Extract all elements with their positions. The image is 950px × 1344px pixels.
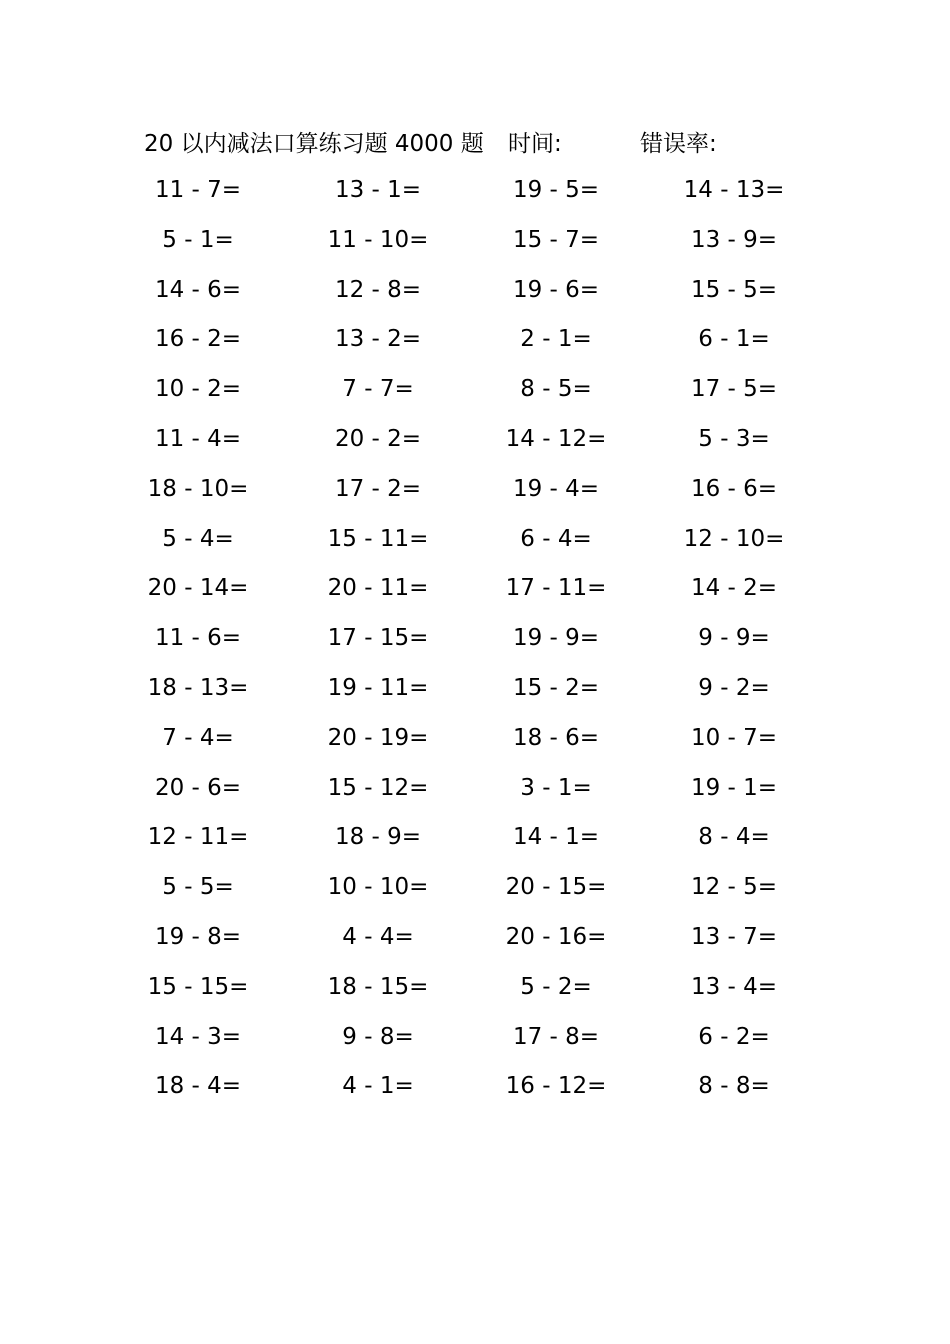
problem-row xyxy=(0,813,950,863)
problem: 7 - 7= xyxy=(342,376,414,403)
problem: 17 - 5= xyxy=(690,376,778,403)
problem: 20 - 14= xyxy=(147,575,249,602)
problem: 5 - 1= xyxy=(162,226,234,253)
problem-row xyxy=(0,714,950,764)
problem: 16 - 6= xyxy=(690,475,778,502)
problem: 12 - 10= xyxy=(683,525,785,552)
problem: 14 - 3= xyxy=(154,1023,242,1050)
problem: 20 - 19= xyxy=(327,724,429,751)
problem-row xyxy=(0,315,950,365)
problem: 11 - 4= xyxy=(154,425,242,452)
problem: 19 - 9= xyxy=(512,625,600,652)
problem-row xyxy=(0,764,950,814)
problem-row xyxy=(0,216,950,266)
problem: 18 - 15= xyxy=(327,973,429,1000)
problem-row xyxy=(0,564,950,614)
worksheet-header xyxy=(0,124,950,164)
problem: 6 - 1= xyxy=(698,326,770,353)
problem: 20 - 11= xyxy=(327,575,429,602)
problem: 20 - 2= xyxy=(334,425,422,452)
problem: 12 - 8= xyxy=(334,276,422,303)
problem: 17 - 15= xyxy=(327,625,429,652)
problem: 19 - 11= xyxy=(327,674,429,701)
problem: 8 - 8= xyxy=(698,1073,770,1100)
problem: 6 - 4= xyxy=(520,525,592,552)
problem: 17 - 11= xyxy=(505,575,607,602)
problem: 9 - 8= xyxy=(342,1023,414,1050)
problem: 19 - 8= xyxy=(154,923,242,950)
problem-row xyxy=(0,515,950,565)
problem: 14 - 13= xyxy=(683,177,785,203)
problem: 15 - 2= xyxy=(512,674,600,701)
problem: 14 - 6= xyxy=(154,276,242,303)
problem: 14 - 1= xyxy=(512,824,600,851)
problem-row xyxy=(0,664,950,714)
problem: 2 - 1= xyxy=(520,326,592,353)
problem: 13 - 7= xyxy=(690,923,778,950)
problem: 9 - 9= xyxy=(698,625,770,652)
problem: 20 - 6= xyxy=(154,774,242,801)
problem: 6 - 2= xyxy=(698,1023,770,1050)
problem-row xyxy=(0,963,950,1013)
problem: 16 - 12= xyxy=(505,1073,607,1100)
problem: 14 - 2= xyxy=(690,575,778,602)
problem-row xyxy=(0,266,950,316)
problem: 5 - 2= xyxy=(520,973,592,1000)
problem: 5 - 3= xyxy=(698,425,770,452)
problem: 11 - 10= xyxy=(327,226,429,253)
problem: 20 - 15= xyxy=(505,874,607,901)
problem: 15 - 11= xyxy=(327,525,429,552)
problem-row xyxy=(0,863,950,913)
problem: 12 - 11= xyxy=(147,824,249,851)
problem: 5 - 4= xyxy=(162,525,234,552)
problem: 15 - 15= xyxy=(147,973,249,1000)
problem-row xyxy=(0,1013,950,1063)
problem: 8 - 5= xyxy=(520,376,592,403)
problem-row xyxy=(0,1062,950,1112)
time-label: 时间: xyxy=(508,131,562,157)
error-rate-label: 错误率: xyxy=(640,131,717,157)
problem-row xyxy=(0,913,950,963)
problem: 13 - 1= xyxy=(334,177,422,203)
problem: 4 - 4= xyxy=(342,923,414,950)
problem: 18 - 6= xyxy=(512,724,600,751)
problem: 18 - 10= xyxy=(147,475,249,502)
problem: 13 - 4= xyxy=(690,973,778,1000)
problem: 20 - 16= xyxy=(505,923,607,950)
problem: 5 - 5= xyxy=(162,874,234,901)
problem: 8 - 4= xyxy=(698,824,770,851)
problem: 10 - 10= xyxy=(327,874,429,901)
problem-grid xyxy=(0,166,950,1112)
problem: 17 - 8= xyxy=(512,1023,600,1050)
problem: 19 - 5= xyxy=(512,177,600,203)
problem: 14 - 12= xyxy=(505,425,607,452)
problem: 18 - 9= xyxy=(334,824,422,851)
problem: 11 - 6= xyxy=(154,625,242,652)
problem-row xyxy=(0,166,950,216)
problem: 11 - 7= xyxy=(154,177,242,203)
problem: 16 - 2= xyxy=(154,326,242,353)
worksheet-title: 20 以内减法口算练习题 4000 题 xyxy=(144,131,484,157)
problem: 19 - 1= xyxy=(690,774,778,801)
problem: 10 - 7= xyxy=(690,724,778,751)
problem: 9 - 2= xyxy=(698,674,770,701)
problem: 12 - 5= xyxy=(690,874,778,901)
problem: 15 - 7= xyxy=(512,226,600,253)
problem: 15 - 12= xyxy=(327,774,429,801)
problem: 13 - 9= xyxy=(690,226,778,253)
problem: 19 - 6= xyxy=(512,276,600,303)
problem: 4 - 1= xyxy=(342,1073,414,1100)
problem: 7 - 4= xyxy=(162,724,234,751)
problem-row xyxy=(0,614,950,664)
problem: 18 - 4= xyxy=(154,1073,242,1100)
problem: 19 - 4= xyxy=(512,475,600,502)
problem: 15 - 5= xyxy=(690,276,778,303)
problem: 3 - 1= xyxy=(520,774,592,801)
problem: 18 - 13= xyxy=(147,674,249,701)
problem-row xyxy=(0,415,950,465)
problem-row xyxy=(0,465,950,515)
problem: 13 - 2= xyxy=(334,326,422,353)
problem: 10 - 2= xyxy=(154,376,242,403)
problem: 17 - 2= xyxy=(334,475,422,502)
problem-row xyxy=(0,365,950,415)
